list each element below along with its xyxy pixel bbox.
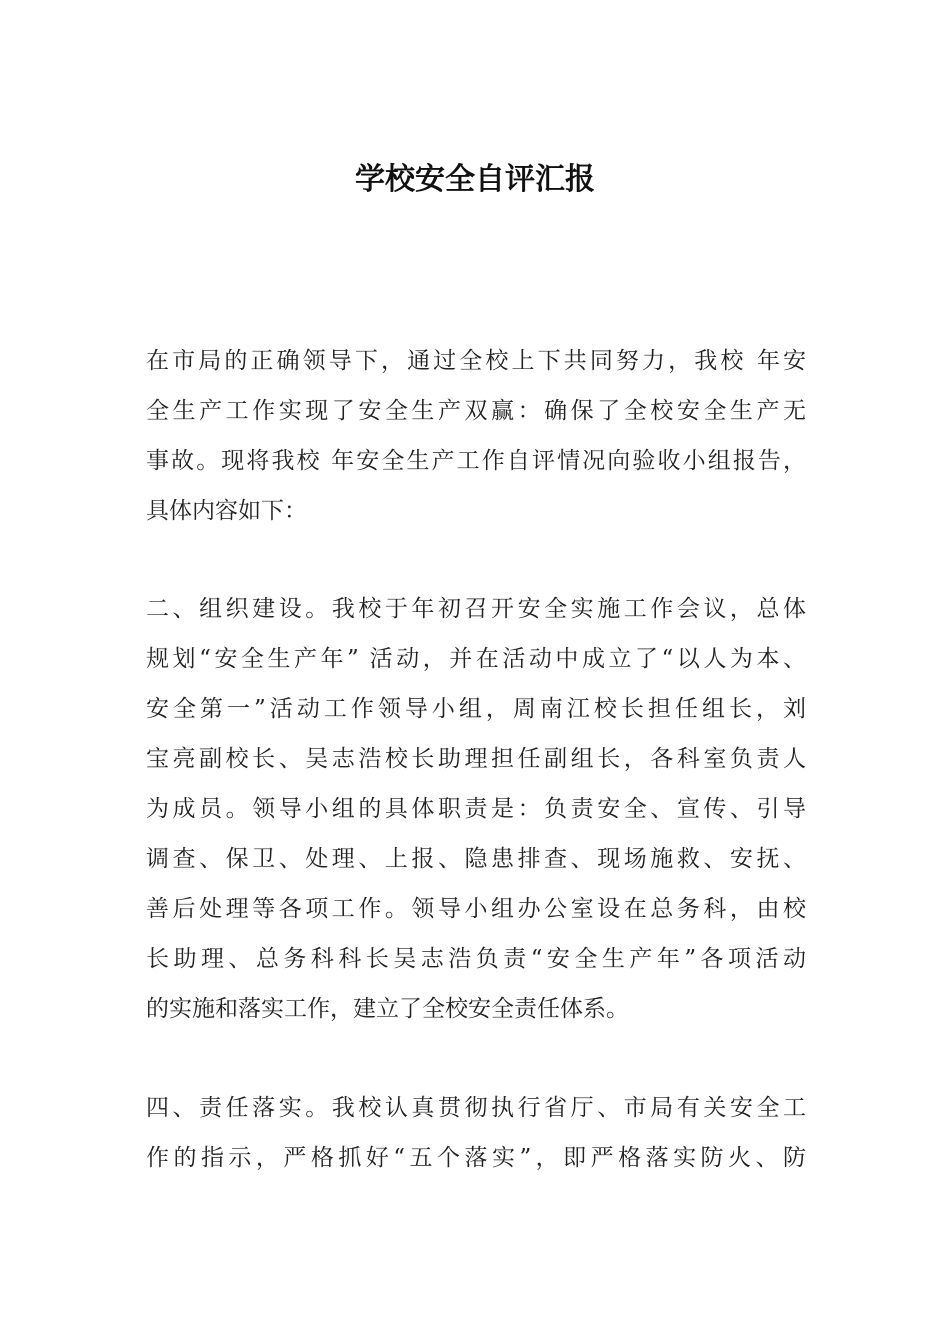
text-line: 安全第一”活动工作领导小组，周南江校长担任组长，刘 <box>146 696 806 722</box>
text-line: 作的指示，严格抓好“五个落实”，即严格落实防火、防 <box>146 1145 806 1171</box>
text-line: 具体内容如下： <box>146 498 307 524</box>
paragraph-organization <box>146 584 806 1034</box>
text-line: 的实施和落实工作，建立了全校安全责任体系。 <box>146 996 629 1022</box>
text-line: 在市局的正确领导下，通过全校上下共同努力，我校 年安 <box>146 348 806 374</box>
paragraph-responsibility <box>146 1083 806 1183</box>
text-line: 调查、保卫、处理、上报、隐患排查、现场施救、安抚、 <box>146 846 806 872</box>
text-line: 事故。现将我校 年安全生产工作自评情况向验收小组报告， <box>146 448 806 474</box>
text-line: 规划“安全生产年” 活动，并在活动中成立了“以人为本、 <box>146 646 806 672</box>
document-title: 学校安全自评汇报 <box>355 162 595 197</box>
text-line: 善后处理等各项工作。领导小组办公室设在总务科，由校 <box>146 896 806 922</box>
text-line: 四、责任落实。我校认真贯彻执行省厅、市局有关安全工 <box>146 1095 806 1121</box>
text-line: 宝亮副校长、吴志浩校长助理担任副组长，各科室负责人 <box>146 746 806 772</box>
text-line: 二、组织建设。我校于年初召开安全实施工作会议，总体 <box>146 596 806 622</box>
paragraph-intro <box>146 336 806 536</box>
text-line: 为成员。领导小组的具体职责是：负责安全、宣传、引导 <box>146 796 806 822</box>
text-line: 全生产工作实现了安全生产双赢：确保了全校安全生产无 <box>146 398 806 424</box>
text-line: 长助理、总务科科长吴志浩负责“安全生产年”各项活动 <box>146 946 806 972</box>
